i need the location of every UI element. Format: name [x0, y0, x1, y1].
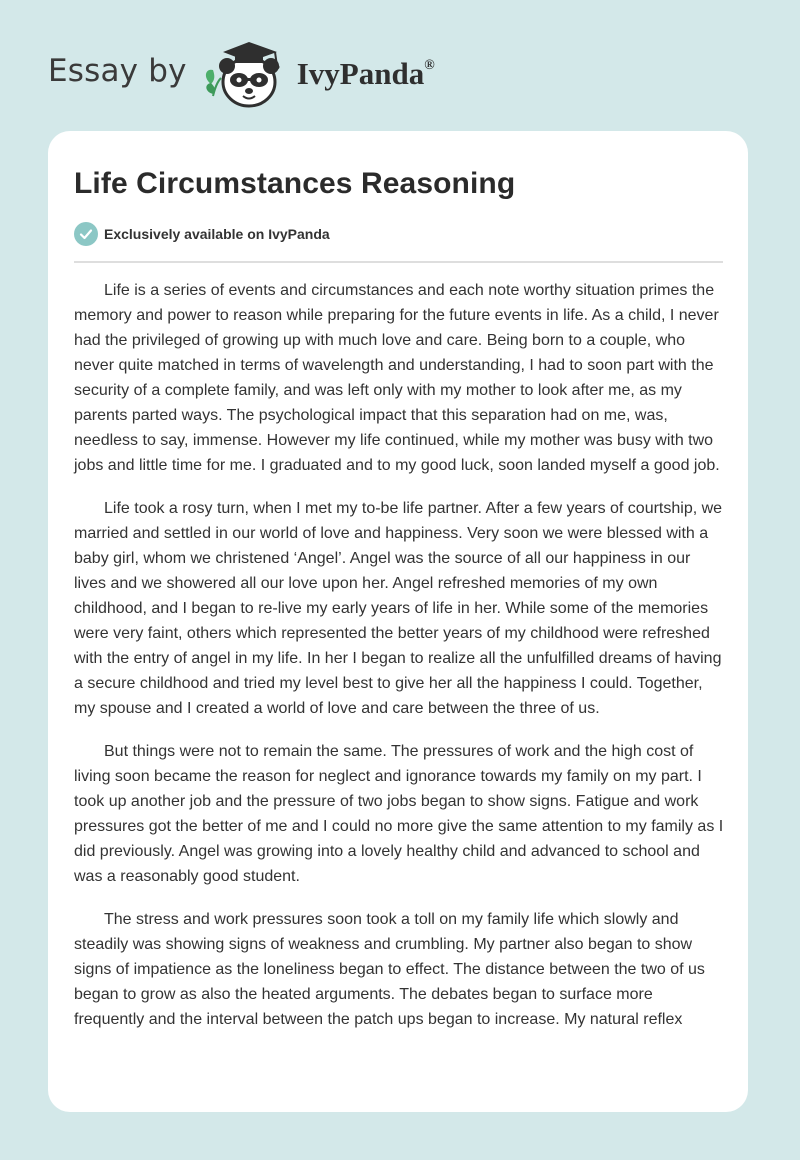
exclusive-badge	[74, 222, 330, 246]
essay-title: Life Circumstances Reasoning	[74, 167, 516, 200]
brand-prefix: Essay by	[48, 53, 187, 89]
brand-name	[297, 56, 435, 92]
paragraph: Life is a series of events and circumstances and each note worthy situation primes the memory and power to reason while preparing for the future events in life. As a child, I never had the privileged of growing up with much love and care. Being born to a couple, who never quite matched in terms of wavelength and understanding, I had to soon part with the security of a complete family, and was left only with my mother to look after me, as my parents parted ways. The psychological impact that this separation had on me, was, needless to say, immense. However my life continued, while my mother was busy with two jobs and little time for me. I graduated and to my good luck, soon landed myself a good job.	[74, 282, 720, 474]
paragraph: The stress and work pressures soon took a toll on my family life which slowly and steadily was showing signs of weakness and crumbling. My partner also began to show signs of impatience as the loneliness began to effect. The distance between the two of us began to grow as also the heated arguments. The debates began to surface more frequently and the interval between the patch ups began to increase. My natural reflex	[74, 911, 705, 1028]
paragraph: But things were not to remain the same. The pressures of work and the high cost of living soon became the reason for neglect and ignorance towards my family on my part. I took up another job and the pressure of two jobs began to show signs. Fatigue and work pressures got the better of me and I could no more give the same attention to my family as I did previously. Angel was growing into a lovely healthy child and advanced to school and was a reasonably good student.	[74, 743, 724, 885]
check-icon	[74, 222, 98, 246]
brand-name-text: IvyPanda	[296, 56, 425, 91]
paragraph: Life took a rosy turn, when I met my to-be life partner. After a few years of courtship, we married and settled in our world of love and happiness. Very soon we were blessed with a baby girl, whom we christened ‘Angel’. Angel was the source of all our happiness in our lives and we showered all our love upon her. Angel refreshed memories of my own childhood, and I began to re-live my early years of life in her. While some of the memories were very faint, others which represented the better years of my childhood were refreshed with the entry of angel in my life. In her I began to realize all the unfulfilled dreams of having a secure childhood and tried my level best to give her all the happiness I could. Together, my spouse and I created a world of love and care between the three of us.	[74, 500, 723, 717]
essay-body	[74, 278, 726, 1050]
panda-logo-icon[interactable]	[201, 38, 293, 108]
brand-header	[48, 38, 435, 108]
exclusive-label: Exclusively available on IvyPanda	[104, 226, 330, 242]
divider	[74, 261, 723, 263]
essay-card	[48, 131, 748, 1112]
registered-mark: ®	[424, 57, 435, 73]
